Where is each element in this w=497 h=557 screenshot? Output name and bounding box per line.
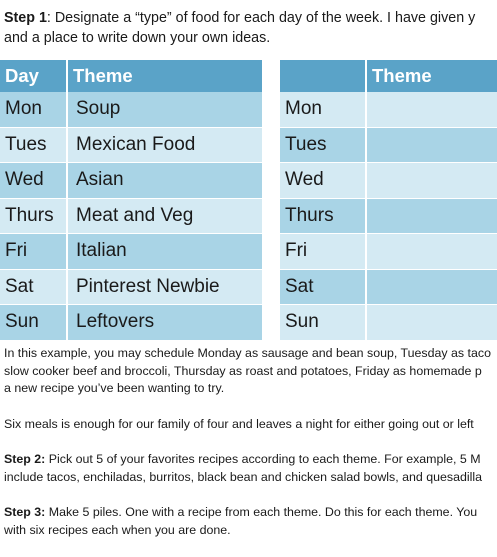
header-theme: Theme	[365, 60, 497, 92]
day-cell: Sat	[0, 269, 66, 305]
table-header-row	[280, 60, 497, 92]
step-2-label: Step 2:	[4, 452, 46, 466]
theme-cell: Italian	[66, 233, 262, 269]
day-cell: Fri	[0, 233, 66, 269]
theme-cell: Leftovers	[66, 304, 262, 340]
day-cell: Wed	[280, 162, 365, 198]
blank-theme-cell[interactable]	[365, 269, 497, 305]
example-line-3: a new recipe you’ve been wanting to try.	[4, 381, 225, 395]
blank-theme-table	[280, 60, 497, 340]
theme-cell: Meat and Veg	[66, 198, 262, 234]
day-cell: Mon	[280, 92, 365, 127]
intro-line-1	[4, 8, 497, 28]
step-3-line-2: with six recipes each when you are done.	[4, 522, 231, 537]
theme-cell: Pinterest Newbie	[66, 269, 262, 305]
day-cell: Fri	[280, 233, 365, 269]
table-row	[0, 269, 262, 305]
blank-theme-cell[interactable]	[365, 304, 497, 340]
instructions-body	[4, 345, 497, 557]
day-cell: Sun	[280, 304, 365, 340]
table-row	[280, 269, 497, 305]
day-cell: Wed	[0, 162, 66, 198]
six-meals-paragraph: Six meals is enough for our family of four and leaves a night for either going out or left	[4, 416, 474, 431]
table-row	[280, 162, 497, 198]
blank-theme-cell[interactable]	[365, 92, 497, 127]
table-row	[280, 198, 497, 234]
blank-theme-cell[interactable]	[365, 127, 497, 163]
example-theme-table	[0, 60, 262, 340]
intro-text	[4, 8, 497, 48]
day-cell: Tues	[0, 127, 66, 163]
example-line-1: In this example, you may schedule Monday as sausage and bean soup, Tuesday as taco	[4, 346, 491, 360]
day-cell: Thurs	[280, 198, 365, 234]
header-blank	[280, 60, 365, 92]
day-cell: Tues	[280, 127, 365, 163]
blank-theme-cell[interactable]	[365, 233, 497, 269]
table-row	[280, 127, 497, 163]
step-3-paragraph	[4, 504, 497, 539]
header-theme: Theme	[66, 60, 262, 92]
day-cell: Mon	[0, 92, 66, 127]
day-cell: Sat	[280, 269, 365, 305]
table-row	[0, 162, 262, 198]
step-1-label: Step 1	[4, 10, 47, 26]
table-row	[0, 198, 262, 234]
blank-theme-cell[interactable]	[365, 198, 497, 234]
day-cell: Thurs	[0, 198, 66, 234]
step-3-label: Step 3:	[4, 505, 46, 519]
step-3-line-1: Make 5 piles. One with a recipe from each theme. Do this for each theme. You	[45, 505, 478, 519]
blank-theme-cell[interactable]	[365, 162, 497, 198]
theme-cell: Soup	[66, 92, 262, 127]
theme-cell: Mexican Food	[66, 127, 262, 163]
table-header-row	[0, 60, 262, 92]
header-day: Day	[0, 60, 66, 92]
table-row	[0, 304, 262, 340]
table-row	[0, 92, 262, 127]
day-cell: Sun	[0, 304, 66, 340]
intro-line-2: and a place to write down your own ideas.	[4, 30, 271, 46]
intro-line-1-text: : Designate a “type” of food for each day of the week. I have given y	[46, 10, 476, 26]
table-row	[280, 304, 497, 340]
step-2-line-2: include tacos, enchiladas, burritos, black bean and chicken salad bowls, and quesadilla	[4, 469, 483, 484]
step-2-paragraph	[4, 451, 497, 486]
table-row	[0, 233, 262, 269]
table-row	[280, 233, 497, 269]
table-row	[280, 92, 497, 127]
step-2-line-1: Pick out 5 of your favorites recipes according to each theme. For example, 5 M	[45, 452, 481, 466]
example-paragraph	[4, 345, 497, 398]
table-row	[0, 127, 262, 163]
theme-cell: Asian	[66, 162, 262, 198]
example-line-2: slow cooker beef and broccoli, Thursday as roast and potatoes, Friday as homemade p	[4, 363, 482, 378]
